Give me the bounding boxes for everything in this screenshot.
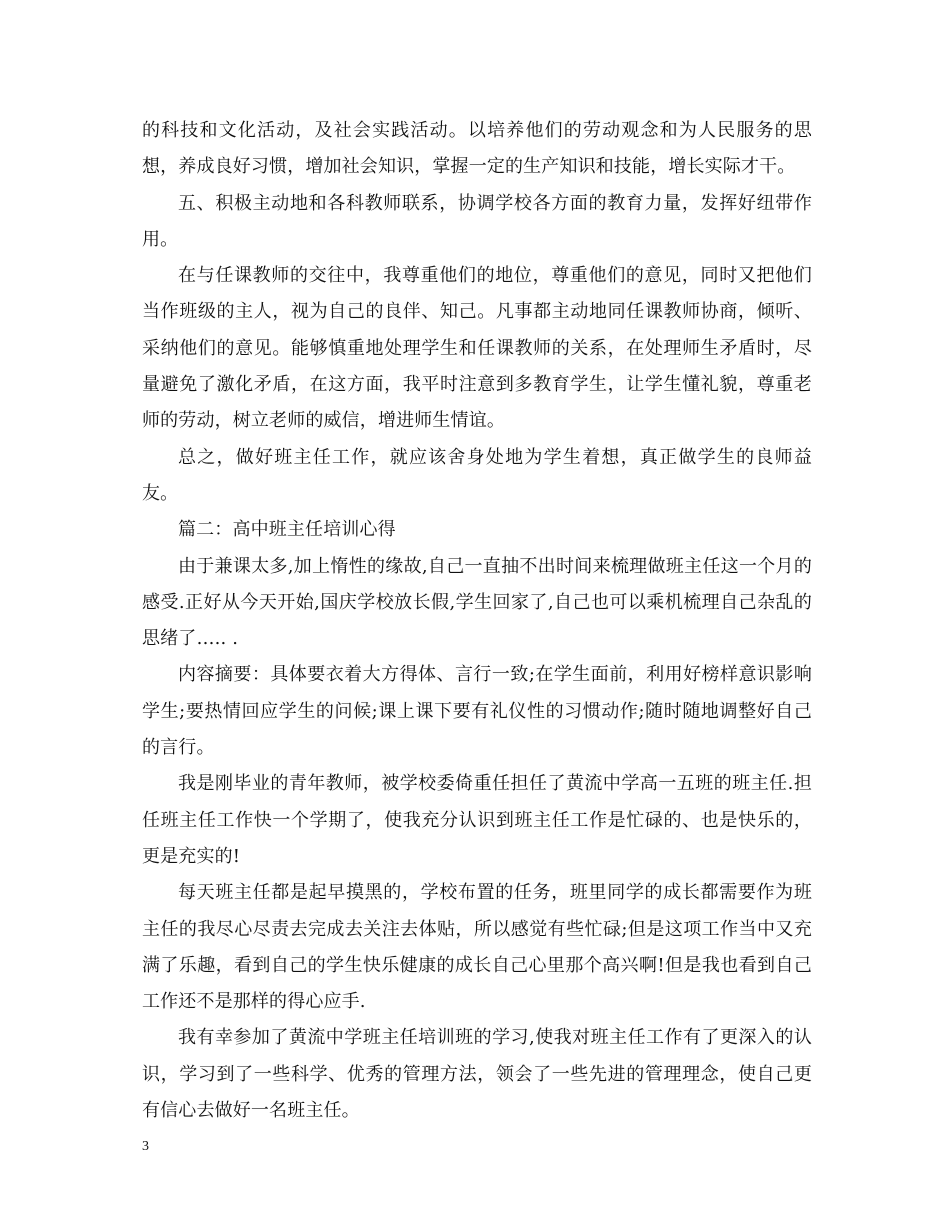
paragraph-10: 我有幸参加了黄流中学班主任培训班的学习,使我对班主任工作有了更深入的认识，学习到了一些科学、优秀的管理方法，领会了一些先进的管理理念，使自己更有信心去做好一名班主任。 [142,1027,812,1122]
paragraph-9: 每天班主任都是起早摸黑的，学校布置的任务，班里同学的成长都需要作为班主任的我尽心尽责去完成去关注去体贴，所以感觉有些忙碌;但是这项工作当中又充满了乐趣，看到自己的学生快乐健康的成长自己心里那个高兴啊!但是我也看到自己工作还不是那样的得心应手. [142,882,812,1013]
section-heading: 篇二：高中班主任培训心得 [178,519,396,541]
paragraph-7: 内容摘要：具体要衣着大方得体、言行一致;在学生面前，利用好榜样意识影响学生;要热情回应学生的问候;课上课下要有礼仪性的习惯动作;随时随地调整好自己的言行。 [142,664,812,759]
paragraph-3: 在与任课教师的交往中，我尊重他们的地位，尊重他们的意见，同时又把他们当作班级的主人，视为自己的良伴、知己。凡事都主动地同任课教师协商，倾听、采纳他们的意见。能够慎重地处理学生和任课教师的关系，在处理师生矛盾时，尽量避免了激化矛盾，在这方面，我平时注意到多教育学生，让学生懂礼貌，尊重老师的劳动，树立老师的威信，增进师生情谊。 [142,265,812,432]
paragraph-8: 我是刚毕业的青年教师，被学校委倚重任担任了黄流中学高一五班的班主任.担任班主任工作快一个学期了，使我充分认识到班主任工作是忙碌的、也是快乐的，更是充实的! [142,773,812,867]
paragraph-4: 总之，做好班主任工作，就应该舍身处地为学生着想，真正做学生的良师益友。 [142,446,812,504]
document-body [142,113,812,1129]
paragraph-2: 五、积极主动地和各科教师联系，协调学校各方面的教育力量，发挥好纽带作用。 [142,192,812,250]
paragraph-6: 由于兼课太多,加上惰性的缘故,自己一直抽不出时间来梳理做班主任这一个月的感受.正好从今天开始,国庆学校放长假,学生回家了,自己也可以乘机梳理自己杂乱的思绪了….. . [142,555,812,650]
page-number: 3 [142,1139,149,1154]
paragraph-1: 的科技和文化活动，及社会实践活动。以培养他们的劳动观念和为人民服务的思想，养成良好习惯，增加社会知识，掌握一定的生产知识和技能，增长实际才干。 [142,120,812,178]
